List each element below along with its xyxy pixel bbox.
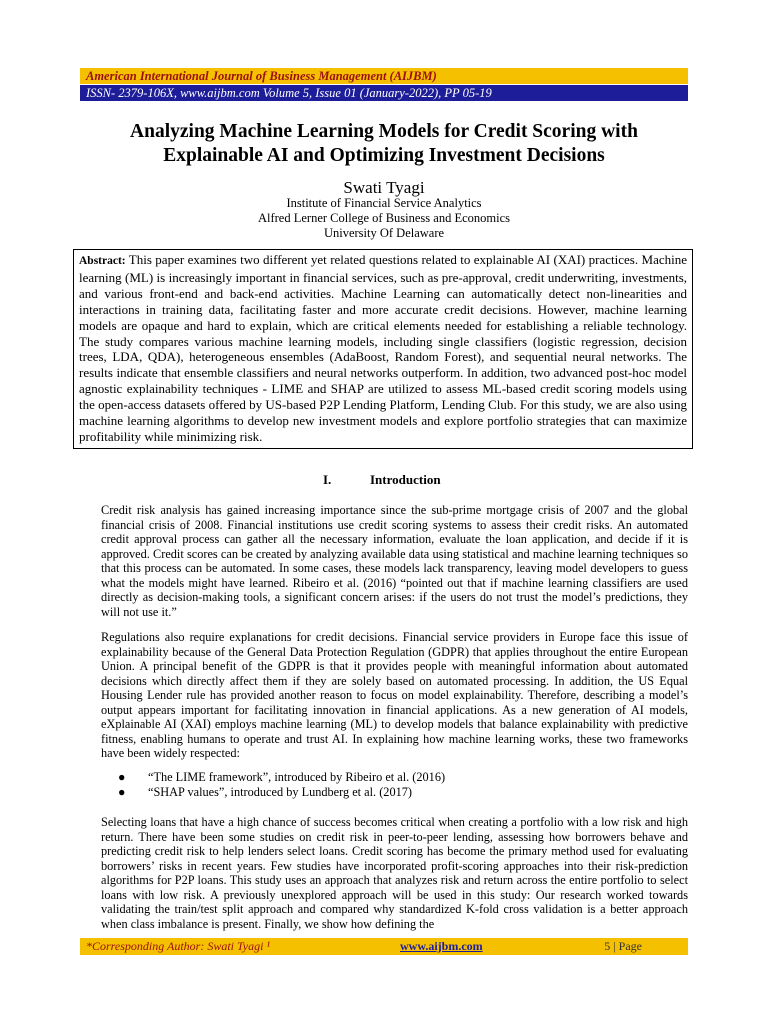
affiliation-line: University Of Delaware	[323, 226, 445, 240]
section-number: I.	[323, 472, 332, 487]
bullet-text: “SHAP values”, introduced by Lundberg et al. (2017)	[148, 785, 412, 799]
journal-name: American International Journal of Business Management (AIJBM)	[86, 69, 437, 83]
body-paragraph: Credit risk analysis has gained increasing importance since the sub-prime mortgage crisis of 2007 and the global financial crisis of 2008. Financial institutions use credit scoring systems to assess their credit risks. An automated credit approval process can gather all the necessary information, evaluate the loan application, and decide if it is approved. Credit scores can be created by analyzing available data using statistical and machine learning techniques so that this process can be automated. In some cases, these models lack transparency, leaving model developers to guess what the models might have learned. Ribeiro et al. (2016) “pointed out that if machine learning classifiers are used directly as decision-making tools, a significant concern arises: if the users do not trust the model’s predictions, they will not use it.”	[101, 503, 688, 619]
corresponding-author: *Corresponding Author: Swati Tyagi ¹	[86, 939, 271, 953]
page-number: 5 | Page	[604, 939, 642, 953]
affiliation-line: Institute of Financial Service Analytics	[286, 196, 482, 210]
bullet-item	[118, 785, 678, 800]
bullet-marker: ●	[118, 785, 126, 799]
website-link[interactable]: www.aijbm.com	[400, 939, 483, 953]
journal-banner	[80, 68, 688, 84]
bullet-item	[118, 770, 678, 785]
body-paragraph: Selecting loans that have a high chance of success becomes critical when creating a portfolio with a low risk and high return. There have been some studies on credit risk in peer-to-peer lending, assessing how borrowers behave and predicting credit risk to help lenders select loans. Credit scoring has become the primary method used for evaluating borrowers’ risks in recent years. Few studies have incorporated profit-scoring approaches into their risk-prediction algorithms for P2P loans. This study uses an approach that analyzes risk and return across the entire portfolio to select loans with low risk. A previously unexplored approach will be used in this study: Our research worked towards validating the train/test split approach and compared why standardized K-fold cross validation is a better approach when class imbalance is present. Finally, we show how defining the	[101, 815, 688, 931]
abstract-label: Abstract:	[79, 255, 126, 267]
issn-banner	[80, 85, 688, 101]
bullet-list	[118, 770, 678, 800]
bullet-marker: ●	[118, 770, 126, 784]
author-name: Swati Tyagi	[343, 178, 425, 197]
body-paragraph: Regulations also require explanations for credit decisions. Financial service providers in Europe face this issue of explainability because of the General Data Protection Regulation (GDPR) that applies throughout the entire European Union. A principal benefit of the GDPR is that it provides people with meaningful information about automated decisions which directly affect them if they are solely based on automated processing. In addition, the US Equal Housing Lender rule has provided another reason to focus on model explainability. Therefore, describing a model’s output appears important for facilitating innovation in financial applications. As a new generation of AI models, eXplainable AI (XAI) employs machine learning (ML) to develop models that balance explainability with predictive fitness, enabling humans to operate and trust AI. In explaining how machine learning works, these two frameworks have been widely respected:	[101, 630, 688, 761]
paper-title: Analyzing Machine Learning Models for Credit Scoring with Explainable AI and Optimizing Investment Decisions	[130, 121, 638, 166]
section-title: Introduction	[370, 472, 441, 487]
bullet-text: “The LIME framework”, introduced by Ribeiro et al. (2016)	[148, 770, 446, 784]
affiliation	[80, 196, 688, 241]
abstract-text: This paper examines two different yet related questions related to explainable AI (XAI) practices. Machine learning (ML) is increasingly important in financial services, such as pre-approval, credit underwriting, investments, and various front-end and back-end activities. Machine Learning can automatically detect non-linearities and interactions in training data, facilitating faster and more accurate credit decisions. However, machine learning models are opaque and hard to explain, which are critical elements needed for establishing a reliable technology. The study compares various machine learning models, including single classifiers (logistic regression, decision trees, LDA, QDA), heterogeneous ensembles (AdaBoost, Random Forest), and sequential neural networks. The results indicate that ensemble classifiers and neural networks outperform. In addition, two advanced post-hoc model agnostic explainability techniques - LIME and SHAP are utilized to assess ML-based credit scoring models using the open-access datasets offered by US-based P2P Lending Platform, Lending Club. For this study, we are also using machine learning algorithms to develop new investment models and explore portfolio strategies that can maximize profitability while minimizing risk.	[79, 252, 687, 444]
issn-line: ISSN- 2379-106X, www.aijbm.com Volume 5, Issue 01 (January-2022), PP 05-19	[86, 86, 492, 100]
abstract-box	[73, 249, 693, 449]
affiliation-line: Alfred Lerner College of Business and Economics	[257, 211, 510, 225]
footer-banner	[80, 938, 688, 955]
